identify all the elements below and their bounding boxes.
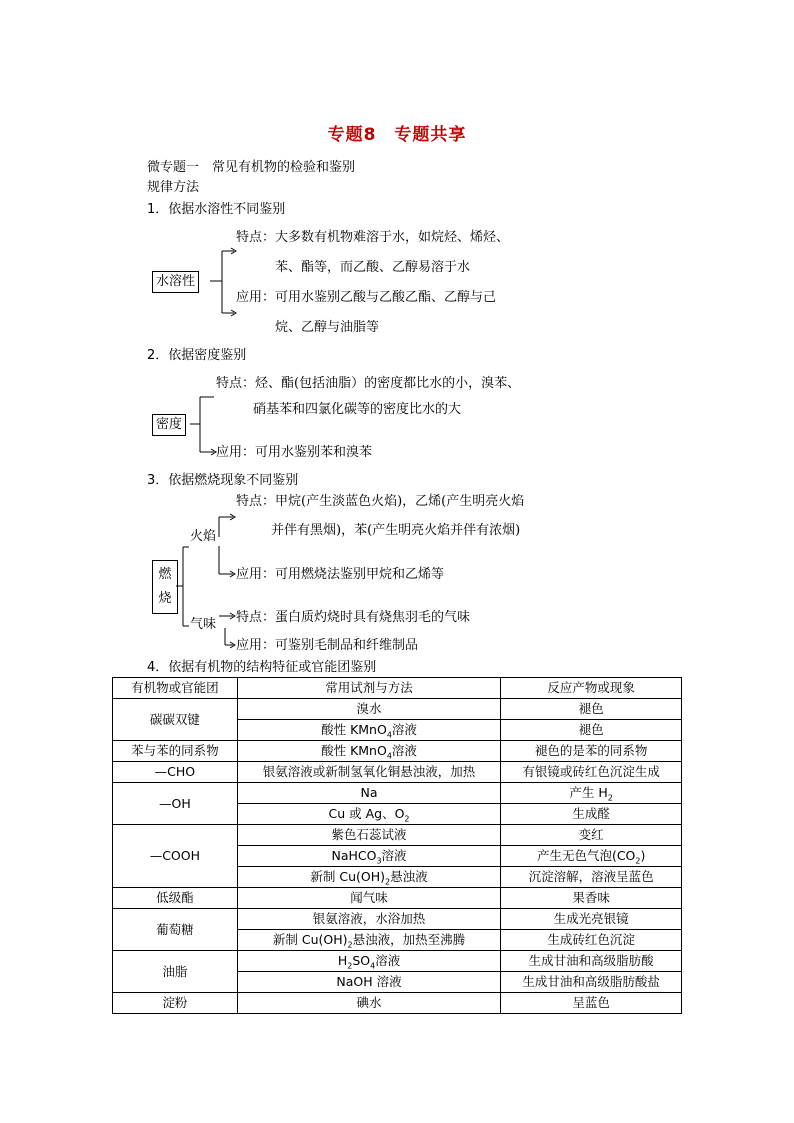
part1-app-line1: 应用：可用水鉴别乙酸与乙酸乙酯、乙醇与己	[236, 290, 497, 305]
method-cell: Na	[237, 783, 501, 804]
part3-box-bottom: 烧	[158, 591, 172, 606]
part1-feature-line2: 苯、酯等，而乙酸、乙醇易溶于水	[275, 260, 471, 275]
table-row	[113, 699, 682, 720]
text-part: 酸性 KMnO	[321, 743, 387, 758]
text-part: 产生无色气泡(CO	[536, 848, 636, 863]
part2-heading: 2．依据密度鉴别	[147, 348, 247, 363]
subscript: 4	[386, 751, 392, 761]
part3-flame-label: 火焰	[190, 529, 217, 544]
result-cell: 生成甘油和高级脂肪酸盐	[501, 972, 682, 993]
text-part: )	[640, 848, 646, 863]
group-cell: —OH	[113, 783, 238, 825]
part3-smell-feature: 特点：蛋白质灼烧时具有烧焦羽毛的气味	[236, 610, 471, 625]
result-cell: 呈蓝色	[501, 993, 682, 1014]
result-cell: 生成砖红色沉淀	[501, 930, 682, 951]
result-cell: 生成醛	[501, 804, 682, 825]
text-part: 新制 Cu(OH)	[310, 869, 386, 884]
group-cell: 苯与苯的同系物	[113, 741, 238, 762]
group-cell: —CHO	[113, 762, 238, 783]
table-row	[113, 909, 682, 930]
text-part: 酸性 KMnO	[321, 722, 387, 737]
table-row	[113, 888, 682, 909]
page-title: 专题8 专题共享	[327, 125, 467, 145]
result-cell: 沉淀溶解，溶液呈蓝色	[501, 867, 682, 888]
part3-smell-label: 气味	[190, 617, 217, 632]
text-part: 溶液	[391, 743, 417, 758]
method-cell: 溴水	[237, 699, 501, 720]
part4-heading: 4．依据有机物的结构特征或官能团鉴别	[147, 660, 377, 675]
result-cell: 有银镜或砖红色沉淀生成	[501, 762, 682, 783]
text-part: H	[337, 953, 348, 968]
header-method: 常用试剂与方法	[237, 678, 501, 699]
text-part: NaHCO	[331, 848, 377, 863]
table-header-row	[113, 678, 682, 699]
method-cell: 银氨溶液或新制氢氧化铜悬浊液，加热	[237, 762, 501, 783]
method-cell	[237, 720, 501, 741]
part1-box: 水溶性	[152, 271, 199, 293]
text-part: 悬浊液	[390, 869, 428, 884]
result-cell: 褪色	[501, 720, 682, 741]
part2-feature-line1: 特点：烃、酯(包括油脂）的密度都比水的小，溴苯、	[216, 376, 521, 391]
subscript: 3	[376, 856, 382, 866]
group-cell: 葡萄糖	[113, 909, 238, 951]
method-cell	[237, 804, 501, 825]
result-cell: 生成甘油和高级脂肪酸	[501, 951, 682, 972]
text-part: 悬浊液，加热至沸腾	[352, 932, 466, 947]
table-row	[113, 783, 682, 804]
identification-table	[112, 677, 682, 1014]
text-part: 溶液	[391, 722, 417, 737]
result-cell: 褪色	[501, 699, 682, 720]
part2-feature-line2: 硝基苯和四氯化碳等的密度比水的大	[253, 402, 462, 417]
text-part: Cu 或 Ag、O	[328, 806, 405, 821]
part1-heading: 1．依据水溶性不同鉴别	[147, 202, 286, 217]
result-cell: 变红	[501, 825, 682, 846]
part2-app: 应用：可用水鉴别苯和溴苯	[216, 445, 373, 460]
text-part: 溶液	[375, 953, 401, 968]
part3-heading: 3．依据燃烧现象不同鉴别	[147, 473, 299, 488]
subscript: 2	[347, 961, 353, 971]
method-cell: 碘水	[237, 993, 501, 1014]
group-cell: 低级酯	[113, 888, 238, 909]
table-row	[113, 825, 682, 846]
result-cell	[501, 846, 682, 867]
text-part: 新制 Cu(OH)	[272, 932, 348, 947]
part1-feature-line1: 特点：大多数有机物难溶于水，如烷烃、烯烃、	[236, 230, 510, 245]
method-cell: 紫色石蕊试液	[237, 825, 501, 846]
result-cell: 果香味	[501, 888, 682, 909]
section-heading: 微专题一 常见有机物的检验和鉴别	[147, 160, 356, 175]
part3-flame-feature-line2: 并伴有黑烟)，苯(产生明亮火焰并伴有浓烟)	[271, 523, 521, 538]
subscript: 2	[347, 940, 353, 950]
result-cell: 褪色的是苯的同系物	[501, 741, 682, 762]
subscript: 2	[404, 814, 410, 824]
result-cell	[501, 783, 682, 804]
method-cell: 闻气味	[237, 888, 501, 909]
part3-flame-app: 应用：可用燃烧法鉴别甲烷和乙烯等	[236, 567, 445, 582]
table-row	[113, 951, 682, 972]
part3-smell-app: 应用：可鉴别毛制品和纤维制品	[236, 638, 419, 653]
text-part: 溶液	[381, 848, 407, 863]
method-cell	[237, 846, 501, 867]
method-cell	[237, 951, 501, 972]
group-cell: —COOH	[113, 825, 238, 888]
table-row	[113, 741, 682, 762]
result-cell: 生成光亮银镜	[501, 909, 682, 930]
group-cell: 碳碳双键	[113, 699, 238, 741]
header-group: 有机物或官能团	[113, 678, 238, 699]
subscript: 4	[386, 730, 392, 740]
part3-box-top: 燃	[158, 567, 172, 582]
table-row	[113, 993, 682, 1014]
group-cell: 油脂	[113, 951, 238, 993]
part1-app-line2: 烷、乙醇与油脂等	[275, 320, 380, 335]
method-heading: 规律方法	[147, 180, 200, 195]
table-row	[113, 762, 682, 783]
method-cell: 银氨溶液，水浴加热	[237, 909, 501, 930]
part3-flame-feature-line1: 特点：甲烷(产生淡蓝色火焰)，乙烯(产生明亮火焰	[236, 494, 525, 509]
part2-box: 密度	[152, 414, 186, 436]
text-part: SO	[352, 953, 371, 968]
method-cell	[237, 930, 501, 951]
text-part: 产生 H	[569, 785, 608, 800]
group-cell: 淀粉	[113, 993, 238, 1014]
subscript: 2	[385, 877, 391, 887]
subscript: 2	[635, 856, 641, 866]
method-cell: NaOH 溶液	[237, 972, 501, 993]
method-cell	[237, 741, 501, 762]
subscript: 4	[370, 961, 376, 971]
subscript: 2	[607, 793, 613, 803]
header-result: 反应产物或现象	[501, 678, 682, 699]
method-cell	[237, 867, 501, 888]
